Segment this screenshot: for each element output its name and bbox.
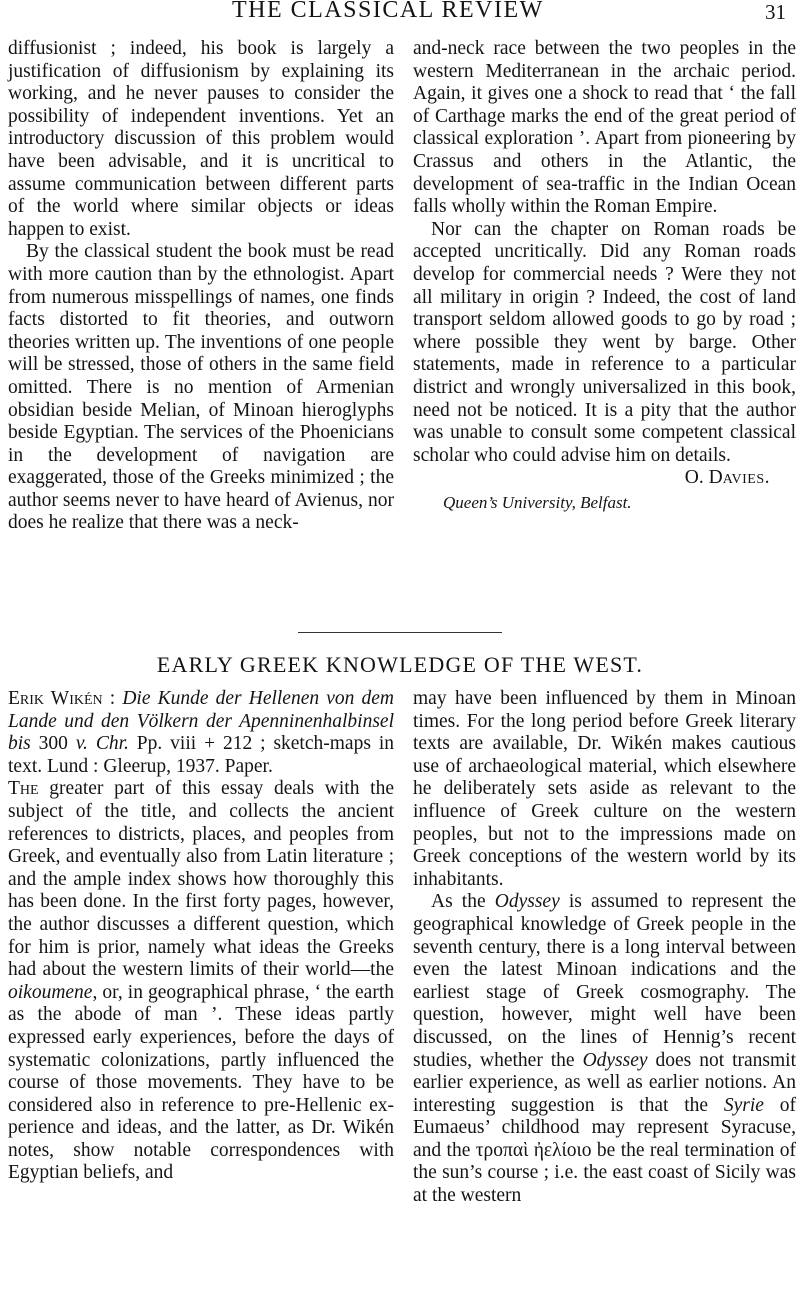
review2-left-paragraph-1 — [8, 778, 394, 1185]
lead-word: The — [8, 778, 39, 800]
review2-right-column — [413, 688, 796, 1208]
odyssey-ref: Odyssey — [494, 891, 560, 913]
review2-right-paragraph-1: may have been influenced by them in Minoan times. For the long period before Greek literary texts are available, Dr. Wikén makes cautious use of archaeological material, which elsewhere he deliberately sets aside as relevant to the influence of Greek culture on the western peoples, but not to the impressions made on Greek conceptions of the western world by its inhabitants. — [413, 688, 796, 890]
review2-text-run: As the — [431, 891, 495, 913]
review1-left-paragraph-1: diffusionist ; indeed, his book is largely a justification of diffusionism by explaining its working, and he never pauses to consider the possibility of independent inventions. Yet an introductory discussion of this problem would have been advisable, and it is uncritical to assume communication between different parts of the world where similar objects or ideas happen to exist. — [8, 38, 394, 240]
review1-left-column — [8, 38, 394, 535]
reviewer-signature — [413, 467, 796, 490]
publication-details: Pp. viii + 212 ; sketch-maps in text. Lund : Gleerup, 1937. Paper. — [8, 733, 394, 777]
book-author: Erik Wikén — [8, 688, 103, 709]
review2-left-column — [8, 688, 394, 1185]
running-head — [0, 0, 800, 30]
review2-text-run: , or, in geographical phrase, ‘ the earth as the abode of man ’. These ideas partly expressed early experiences, before the days of systematic colonizations, partly influenced the course of those movements. They have to be considered also in reference to pre-Hellenic experience and ideas, and the latter, as Dr. Wikén notes, show notable correspondences with Egyptian beliefs, and — [8, 981, 394, 1184]
section-divider — [298, 632, 502, 633]
signature-surname: avies. — [722, 467, 770, 489]
signature-initial: O. D — [684, 467, 723, 489]
review1-right-paragraph-1: and-neck race between the two peoples in the western Mediterranean in the archaic period. Again, it gives one a shock to read that ‘ the fall of Carthage marks the end of the great period of classical exploration ’. Apart from pioneering by Crassus and others in the Atlantic, the development of sea-traffic in the Indian Ocean falls wholly within the Roman Empire. — [413, 38, 796, 218]
review2-right-paragraph-2 — [413, 891, 796, 1207]
term-oikoumene: oikoumene — [8, 981, 93, 1003]
article-title: EARLY GREEK KNOWLEDGE OF THE WEST. — [156, 652, 644, 677]
page-number: 31 — [765, 0, 786, 24]
review2-text-run: greater part of this essay deals with the subject of the title, and collects the ancient references to districts, places, and peoples from Greek, and eventually also from Latin literature ; and the ample index shows how thoroughly this has been done. In the first forty pages, however, the author discusses a different question, which for him is prior, namely what ideas the Greeks had about the western limits of their world—the — [8, 778, 394, 981]
odyssey-ref: Odyssey — [582, 1049, 648, 1071]
review1-right-paragraph-2: Nor can the chapter on Roman roads be accepted uncritically. Did any Roman roads develop for commercial needs ? Were they not all military in origin ? Indeed, the cost of land transport seldom allowed goods to go by road ; where possible they went by barge. Other statements, made in reference to a particular district and wrongly universalized in this book, need not be noticed. It is a pity that the author was unable to consult some competent classical scholar who could advise him on details. — [413, 218, 796, 466]
syrie-ref: Syrie — [723, 1094, 764, 1116]
review2-text-run: is assumed to represent the geographical knowledge of Greek people in the seventh century, there is a long interval between even the latest Minoan indications and the earliest stage of Greek cosmography. The question, however, might well have been discussed, on the lines of Hennig’s recent studies, whether the — [413, 891, 796, 1071]
book-title: Die Kunde der Hellenen von dem Lande und den Völkern der Apenninenhalbinsel bis — [8, 688, 395, 755]
review1-right-column — [413, 38, 796, 516]
bib-colon: : — [102, 688, 123, 709]
review1-left-paragraph-2: By the classical student the book must be read with more caution than by the ethnologist. Apart from numerous misspellings of names, one finds facts distorted to fit theories, and outworn theories written up. The inventions of one people will be stressed, those of others in the same field omitted. There is no mention of Armenian obsidian beside Melian, of Minoan hieroglyphs beside Egyptian. The services of the Phoenicians in the development of navigation are exaggerated, those of the Greeks minimized ; the author seems never to have heard of Avienus, nor does he realize that there was a neck- — [8, 241, 394, 534]
journal-title: THE CLASSICAL REVIEW — [232, 0, 544, 23]
bib-era: v. Chr. — [75, 733, 129, 755]
greek-phrase: τροπαὶ ἠελίοιο — [475, 1139, 592, 1161]
reviewer-affiliation: Queen’s University, Belfast. — [443, 492, 632, 512]
bib-range: 300 — [30, 733, 76, 755]
review2-text-run: does not transmit earlier experience, as well as earlier notions. An interesting suggestion is that the — [413, 1049, 796, 1116]
review2-text-run: be the real termination of the sun’s course ; i.e. the east coast of Sicily was at the western — [413, 1139, 796, 1207]
bibliographic-entry — [8, 688, 394, 778]
review2-text-run: of Eumaeus’ childhood may represent Syracuse, and the — [413, 1094, 796, 1161]
